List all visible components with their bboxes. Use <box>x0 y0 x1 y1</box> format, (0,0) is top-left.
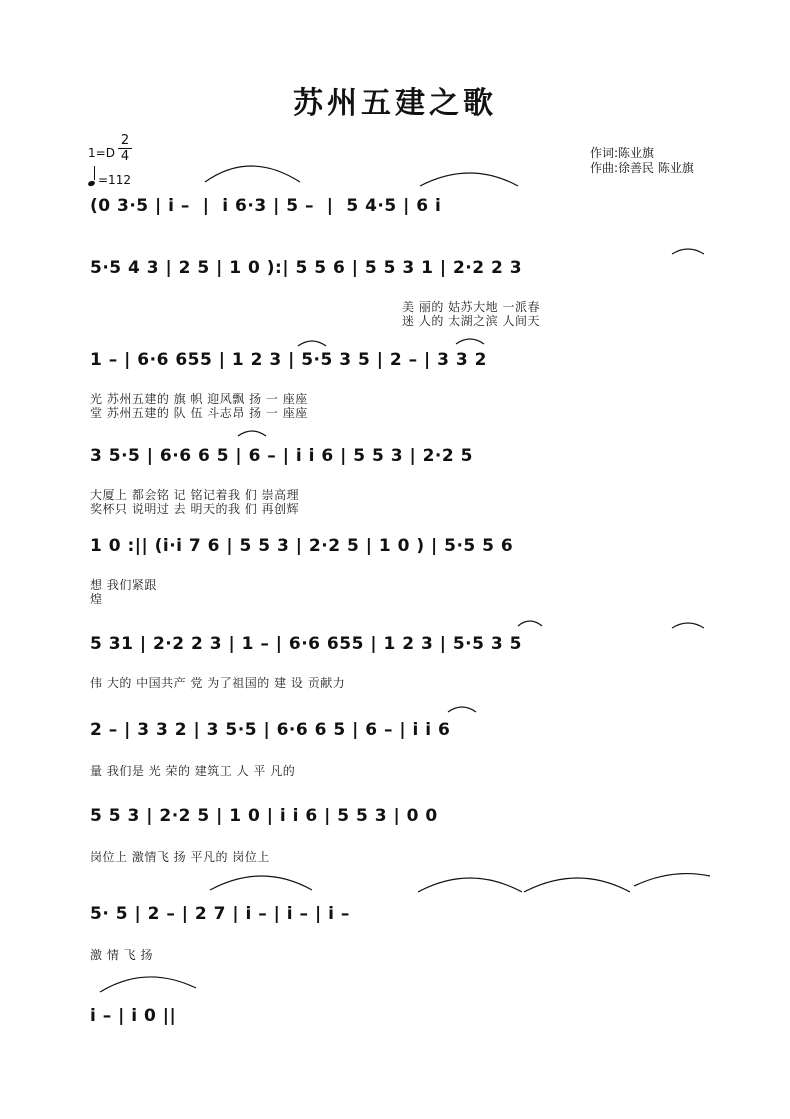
slur <box>210 876 312 890</box>
lyric-line-2: 煌 <box>90 592 103 606</box>
tempo-value: =112 <box>98 173 131 187</box>
slur <box>100 977 196 992</box>
notes-line: 5· 5 | 2 – | 2 7 | i – | i – | i – <box>90 904 350 924</box>
lyric-line-2: 堂 苏州五建的 队 伍 斗志昂 扬 一 座座 <box>90 406 308 420</box>
slur <box>420 173 518 186</box>
notes-line: 3 5·5 | 6·6 6 5 | 6 – | i i 6 | 5 5 3 | 2·2 5 <box>90 446 473 466</box>
time-signature-top: 2 <box>120 133 130 148</box>
notes-line: 5 31 | 2·2 2 3 | 1 – | 6·6 655 | 1 2 3 | 5·5 3 5 <box>90 634 522 654</box>
notes-line: 5·5 4 3 | 2 5 | 1 0 ):| 5 5 6 | 5 5 3 1 | 2·2 2 3 <box>90 258 523 278</box>
slur <box>448 707 476 712</box>
page-title: 苏州五建之歌 <box>293 86 497 121</box>
lyric-line-1: 光 苏州五建的 旗 帜 迎风飘 扬 一 座座 <box>90 392 308 406</box>
notes-line: i – | i 0 || <box>90 1006 177 1026</box>
slur <box>238 431 266 436</box>
slur <box>524 878 630 892</box>
lyric-line-1: 量 我们是 光 荣的 建筑工 人 平 凡的 <box>90 764 296 778</box>
lyric-line-1: 美 丽的 姑苏大地 一派春 <box>402 300 540 314</box>
slur <box>418 878 522 892</box>
notes-line: 1 0 :|| (i·i 7 6 | 5 5 3 | 2·2 5 | 1 0 ) | 5·5 5 6 <box>90 536 514 556</box>
lyricist-credit: 作词:陈业旗 <box>590 146 655 160</box>
notes-line: 2 – | 3 3 2 | 3 5·5 | 6·6 6 5 | 6 – | i i 6 <box>90 720 451 740</box>
slur <box>672 623 704 628</box>
slur <box>456 339 484 344</box>
time-signature-bottom: 4 <box>120 149 130 164</box>
slur <box>672 249 704 254</box>
slur <box>205 166 300 182</box>
composer-credit: 作曲:徐善民 陈业旗 <box>590 161 694 175</box>
notes-line: 1 – | 6·6 655 | 1 2 3 | 5·5 3 5 | 2 – | 3 3 2 <box>90 350 487 370</box>
lyric-line-2: 迷 人的 太湖之滨 人间天 <box>402 314 540 328</box>
lyric-line-1: 激 情 飞 扬 <box>90 948 153 962</box>
slur <box>298 341 326 346</box>
lyric-line-1: 想 我们紧跟 <box>90 578 157 592</box>
key-signature: 1=D <box>88 146 115 160</box>
slur <box>518 621 542 626</box>
lyric-line-2: 奖杯只 说明过 去 明天的我 们 再创辉 <box>90 502 300 516</box>
slur <box>634 874 710 886</box>
lyric-line-1: 伟 大的 中国共产 党 为了祖国的 建 设 贡献力 <box>90 676 346 690</box>
lyric-line-1: 岗位上 激情飞 扬 平凡的 岗位上 <box>90 850 270 864</box>
lyric-line-1: 大厦上 都会铭 记 铭记着我 们 崇高理 <box>90 488 300 502</box>
notes-line: 5 5 3 | 2·2 5 | 1 0 | i i 6 | 5 5 3 | 0 0 <box>90 806 438 826</box>
notes-line: (0 3·5 | i – | i 6·3 | 5 – | 5 4·5 | 6 i <box>90 196 442 216</box>
